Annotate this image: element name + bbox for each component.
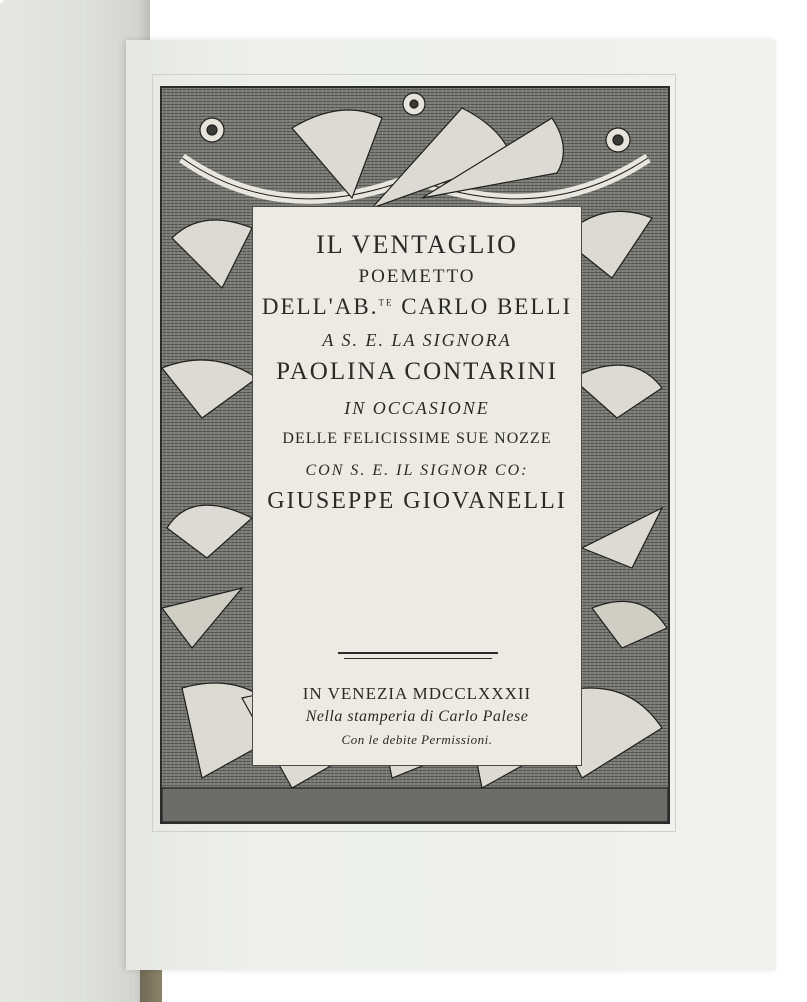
author-line bbox=[252, 294, 582, 320]
groom-title-line: CON S. E. IL SIGNOR CO: bbox=[305, 462, 529, 479]
occasion-line: IN OCCASIONE bbox=[344, 398, 490, 418]
dedicatee-line: PAOLINA CONTARINI bbox=[276, 358, 558, 385]
divider-rule-thin bbox=[344, 658, 492, 659]
groom-name-line: GIUSEPPE GIOVANELLI bbox=[267, 488, 567, 514]
author-name: CARLO BELLI bbox=[401, 294, 573, 319]
dedication-line: A S. E. LA SIGNORA bbox=[322, 330, 512, 350]
imprint-place-date: IN VENEZIA MDCCLXXXII bbox=[302, 684, 532, 703]
author-prefix: DELL'AB. bbox=[261, 294, 379, 319]
title-panel bbox=[252, 206, 582, 766]
bookmark-ribbon bbox=[140, 970, 162, 1002]
engraved-frame bbox=[160, 86, 670, 824]
author-superscript: TE bbox=[378, 297, 394, 308]
imprint-printer: Nella stamperia di Carlo Palese bbox=[305, 708, 529, 725]
subtitle-line: POEMETTO bbox=[358, 266, 476, 287]
imprint-permission: Con le debite Permissioni. bbox=[341, 732, 493, 747]
title-line: IL VENTAGLIO bbox=[316, 230, 518, 259]
nozze-line: DELLE FELICISSIME SUE NOZZE bbox=[282, 430, 552, 447]
divider-rule bbox=[338, 652, 498, 654]
